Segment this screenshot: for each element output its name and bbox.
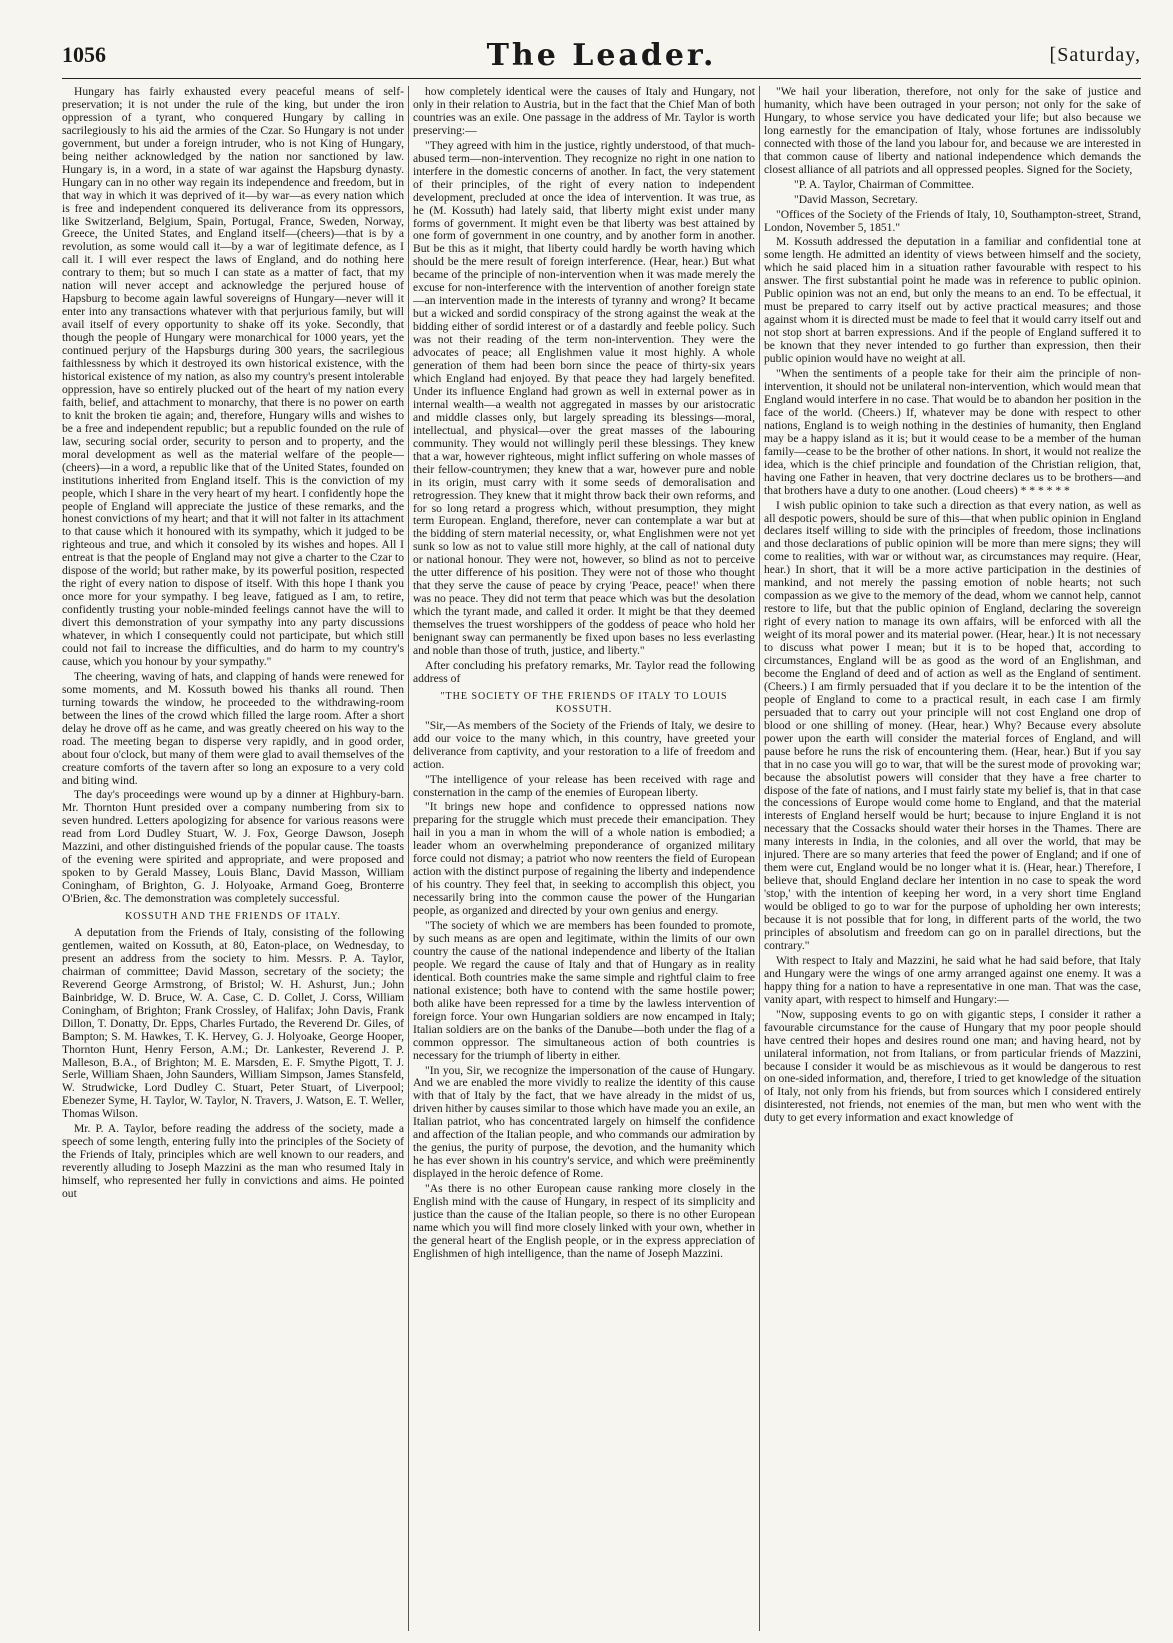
column-divider bbox=[408, 86, 409, 1631]
header-rule bbox=[62, 78, 1141, 79]
paragraph: M. Kossuth addressed the deputation in a familiar and confidential tone at some length. He admitted an identity of views between himself and the society, which he said placed him in a situation rather favourable with respect to his answer. The first substantial point he made was in reference to public opinion. Public opinion was not an end, but only the means to an end. To be effectual, it must be prepared to carry itself out by active practical measures; and those against whom it is directed must be made to feel that it would carry itself out and not stop short at barren expressions. And if the people of England suffered it to be known that they never intended to go further than expression, then their public opinion would have no weight at all. bbox=[764, 235, 1141, 366]
masthead-title: The Leader. bbox=[486, 38, 717, 73]
quoted-paragraph: "We hail your liberation, therefore, not only for the sake of justice and humanity, which have been outraged in your person; not only for the sake of Hungary, to whose service you have dedicated your life; but also because we long earnestly for the emancipation of Italy, whose fortunes are indissolubly connected with those of the land you labour for, and because we are interested in that common cause of liberty and national independence which demands the closest alliance of all patriots and all oppressed peoples. Signed for the Society, bbox=[764, 86, 1141, 176]
quoted-paragraph: "As there is no other European cause ranking more closely in the English mind with the cause of Hungary, in respect of its simplicity and justice than the cause of the Italian people, so there is no other European name which you will find more closely linked with your own, whether in the general heart of the English people, or in the express appreciation of Englishmen of high intelligence, than the name of Joseph Mazzini. bbox=[413, 1182, 755, 1260]
paragraph: The day's proceedings were wound up by a dinner at Highbury-barn. Mr. Thornton Hunt presided over a company numbering from six to seven hundred. Letters apologizing for absence for various reasons were read from Lord Dudley Stuart, W. J. Fox, George Dawson, Joseph Mazzini, and other distinguished friends of the popular cause. The toasts of the evening were spirited and appropriate, and were proposed and spoken to by Gerald Massey, Louis Blanc, David Masson, William Coningham, of Brighton, G. J. Holyoake, Armand Goeg, Bronterre O'Brien, &c. The demonstration was completely successful. bbox=[62, 788, 404, 906]
quoted-paragraph: "In you, Sir, we recognize the impersonation of the cause of Hungary. And we are enabled the more vividly to realize the identity of this cause with that of Italy by the fact, that we have already in the midst of us, driven hither by causes similar to those which have made you an exile, an Italian patriot, who has concentrated largely on himself the confidence and affection of the Italian people, and who commands our admiration by the genius, the purity of purpose, the devotion, and the humanity which he has ever shown in his country's service, and which were preëminently displayed in the heroic defence of Rome. bbox=[413, 1063, 755, 1181]
paragraph: "Offices of the Society of the Friends of Italy, 10, Southampton-street, Strand, London, November 5, 1851." bbox=[764, 207, 1141, 234]
quoted-paragraph: "Sir,—As members of the Society of the Friends of Italy, we desire to add our voice to the many which, in this country, have greeted your deliverance from captivity, and your restoration to a life of freedom and action. bbox=[413, 718, 755, 771]
signature-line: "David Masson, Secretary. bbox=[794, 192, 918, 206]
section-heading: KOSSUTH AND THE FRIENDS OF ITALY. bbox=[125, 911, 341, 923]
quoted-paragraph: "It brings new hope and confidence to oppressed nations now preparing for the struggle which must precede their emancipation. They hail in you a man in whom the will of a whole nation is embodied; a leader whom an overwhelming preponderance of organized military force could not dismay; a patriot who now reenters the field of European action with the distinct purpose of regaining the liberty and independence of his country. They feel that, in seeking to accomplish this object, you necessarily bring into the common cause the power of the Hungarian people, as organized and directed by your own genius and energy. bbox=[413, 800, 755, 918]
page-header bbox=[62, 38, 1141, 76]
quoted-paragraph: "The intelligence of your release has been received with rage and consternation in the camp of the enemies of European liberty. bbox=[413, 772, 755, 799]
quoted-paragraph: "The society of which we are members has been founded to promote, by such means as are open and legitimate, within the limits of our own country the cause of the national independence and liberty of the Italian people. We regard the cause of Italy and that of Hungary as in reality identical. Both countries make the same simple and rightful claim to free national existence; both have to contend with the same hostile power; both alike have been repressed for a time by the lawless intervention of foreign force. Your own Hungarian soldiers are now encamped in Italy; Italian soldiers are on the banks of the Danube—both under the flag of a common oppressor. The simultaneous action of both countries is necessary for the triumph of liberty in either. bbox=[413, 919, 755, 1062]
paragraph: I wish public opinion to take such a direction as that every nation, as well as all despotic powers, should be sure of this—that when public opinion in England declares itself willing to side with the principles of freedom, those inclinations and those declarations of public opinion will be more than mere signs; they will come to realities, with war or without war, as circumstances may require. (Hear, hear.) In short, that it will be a more active participation in the destinies of mankind, and not merely the passing emotion of noble hearts; not such compassion as we give to the memory of the dead, whom we cannot help, cannot restore to life, but that the public opinion of England, declaring the sovereign right of every nation to manage its own affairs, will be enforced with all the weight of its moral power and its material power. (Hear, hear.) It is not necessary to discuss what power I mean; but it is to be hoped that, according to circumstances, England will be as good as the word of an Englishman, and become the England of deed and of action as well as the England of sentiment. (Cheers.) I am firmly persuaded that if you declare it to be the intention of the people of England to come to a practical result, in each case I am firmly persuaded that to carry out your principle will not cost England one drop of blood or one shilling of money. (Hear, hear.) Why? Because every absolute power upon the earth will consider the material forces of England, and will pause before he runs the risk of encountering them. (Hear, hear.) But if you say that in no case you will go to war, that will be the surest mode of provoking war; because the absolutist powers will consider that they have a free charter to dispose of the fate of nations, and I must fairly state my belief is, that in that case the concessions of Europe would come home to England, and that the material interests of England herself would be hurt; because to injure England it is not necessary that the Cossacks should water their horses in the Thames. There are many interests in India, in the colonies, and all over the world, that may be injured. There are so many arteries that feed the power of England; and if one of them were cut, England would be no longer what it is. (Hear, hear.) Therefore, I believe that, should England declare her intention in no case to speak the word 'stop,' with the intention of keeping her word, in a very short time England would be obliged to go to war for the purpose of upholding her own interests; because it is not possible that for long, in different parts of the world, the two principles of absolutism and freedom can go on in parallel directions, but the contrary." bbox=[764, 498, 1141, 952]
signature-line: "P. A. Taylor, Chairman of Committee. bbox=[794, 177, 975, 191]
paragraph: A deputation from the Friends of Italy, consisting of the following gentlemen, waited on Kossuth, at 80, Eaton-place, on Wednesday, to present an address from the society to him. Messrs. P. A. Taylor, chairman of committee; David Masson, secretary of the society; the Reverend George Armstrong, of Bristol; W. H. Ashurst, Jun.; John Bainbridge, W. D. Bruce, W. A. Case, C. D. Collet, J. Corss, William Coningham, of Brighton; Frank Crossley, of Halifax; John Davis, Frank Dillon, T. Donatty, Dr. Epps, Charles Furtado, the Reverend Dr. Giles, of Bampton; S. M. Hawkes, T. K. Hervey, G. J. Holyoake, George Hooper, Thornton Hunt, Henry Ferson, A.M.; Dr. Lankester, Reverend J. P. Malleson, B.A., of Brighton; M. E. Marsden, E. F. Smythe Pigott, T. J. Serle, William Shaen, John Saunders, William Simpson, James Stansfeld, W. Strudwicke, Lord Dudley C. Stuart, Peter Stuart, of Liverpool; Ebenezer Syme, H. Taylor, W. Taylor, N. Travers, J. Watson, E. T. Weller, Thomas Wilson. bbox=[62, 926, 404, 1121]
paragraph: The cheering, waving of hats, and clapping of hands were renewed for some moments, and M. Kossuth bowed his thanks all round. Then turning towards the window, he proceeded to the withdrawing-room between the lines of the crowd which filled the large room. After a short delay he drove off as he came, and was greatly cheered on his way to the road. The meeting began to disperse very rapidly, and in good order, about four o'clock, but many of them were glad to avail themselves of the creature comforts of the tavern after so long an exposure to a very cold and biting wind. bbox=[62, 669, 404, 787]
issue-day: [Saturday, bbox=[1049, 44, 1141, 66]
paragraph: After concluding his prefatory remarks, Mr. Taylor read the following address of bbox=[413, 658, 755, 685]
column-2 bbox=[413, 86, 755, 1631]
column-3 bbox=[764, 86, 1141, 1631]
column-1 bbox=[62, 86, 404, 1631]
paragraph: how completely identical were the causes of Italy and Hungary, not only in their relation to Austria, but in the fact that the Chief Man of both countries was an exile. One passage in the address of Mr. Taylor is worth preserving:— bbox=[413, 86, 755, 137]
address-heading: "THE SOCIETY OF THE FRIENDS OF ITALY TO LOUIS KOSSUTH. bbox=[440, 690, 728, 715]
quoted-paragraph: "They agreed with him in the justice, rightly understood, of that much-abused term—non-intervention. They recognize no right in one nation to interfere in the domestic concerns of another. In fact, the very statement of their principles, of the right of every nation to independent development, precluded at once the idea of intervention. It was true, as he (M. Kossuth) had lately said, that liberty might exist under many forms of government. It might even be that liberty was best attained by one form of government in one country, and by another form in another. But be this as it might, that liberty could hardly be worth having which should be the mere result of foreign interference. (Hear, hear.) But what became of the principle of non-intervention when it was made merely the excuse for non-interference with the intervention of another foreign state—an intervention made in the interests of tyranny and wrong? It became but a wicked and sordid conspiracy of the strong against the weak at the bidding either of sordid interest or of a dastardly and feeble policy. Such was not their reading of the term non-intervention. They were the advocates of peace; all Englishmen value it most highly. A whole generation of them had been born since the peace of thirty-six years which England had enjoyed. By that peace they had largely benefited. Under its influence England had grown as well in external power as in internal wealth—a wealth not aggregated in masses by our aristocratic and middle classes only, but largely spreading its blessings—moral, intellectual, and physical—over the great masses of the labouring community. They would not willingly peril these blessings. They knew that a war, however righteous, might inflict suffering on whole masses of their fellow-countrymen; they knew that a war, however pure and noble in its origin, must carry with it some seeds of demoralisation and retrogression. They knew that it might throw back their own reforms, and for so long retard a progress which, without presumption, they might term European. England, therefore, never can contemplate a war but at the bidding of stern material necessity, or, what Englishmen were not yet sunk so low as not to value still more highly, at the call of national duty or national honour. They were not, however, so blind as not to perceive the utter difference of his position. They were not of those who thought that they serve the cause of peace by crying 'Peace, peace!' when there was no peace. They did not term that peace which was but the desolation which the tyrant made, and called it order. It might be that they deemed themselves the truest worshippers of the goddess of peace who hold her benignant sway can permanently be fixed upon bases no less everlasting and noble than those of truth, justice, and liberty." bbox=[413, 138, 755, 657]
quoted-paragraph: "Now, supposing events to go on with gigantic steps, I consider it rather a favourable circumstance for the cause of Hungary that my poor people should have centred their hopes and desires round one man; and having heard, not by unilateral information, not from Italians, or from particular friends of Mazzini, because I consider it would be as mischievous as it would be dangerous to rest on one-sided information, and, therefore, I tried to get knowledge of the situation of Italy, not only from his friends, but from sources which I considered entirely disinterested, not friends, not enemies of the man, but men who went with the duty to get every information and exact knowledge of bbox=[764, 1007, 1141, 1125]
quoted-paragraph: "When the sentiments of a people take for their aim the principle of non-intervention, it should not be unilateral non-intervention, which would mean that England would interfere in no case. That would be to abandon her position in the face of the world. (Cheers.) If, whatever may be done with respect to other nations, England is to weigh nothing in the destinies of humanity, then England may be a happy island as it is; but it would cease to be a member of the human family—cease to be the brother of other nations. In short, it would not realize the idea, which is the chief principle and foundation of the Christian religion, that, having one Father in heaven, that very doctrine declares us to be brothers—and that brothers have a duty to one another. (Loud cheers) * * * * * * bbox=[764, 367, 1141, 497]
column-divider bbox=[759, 86, 760, 1631]
paragraph: Mr. P. A. Taylor, before reading the address of the society, made a speech of some length, entering fully into the principles of the Society of the Friends of Italy, principles which are well known to our readers, and reverently alluding to Joseph Mazzini as the man who resumed Italy in himself, who represented her fully in convictions and aims. He pointed out bbox=[62, 1122, 404, 1201]
paragraph: With respect to Italy and Mazzini, he said what he had said before, that Italy and Hungary were the wings of one army arranged against one enemy. It was a happy thing for a nation to have a representative in one man. That was the case, vanity apart, with respect to himself and Hungary:— bbox=[764, 953, 1141, 1006]
page-number: 1056 bbox=[62, 42, 106, 67]
paragraph: Hungary has fairly exhausted every peaceful means of self-preservation; it is not under the rule of the king, but under the iron oppression of a tyrant, who conquered Hungary by calling in sacrilegiously to his aid the armies of the Czar. So Hungary is not under government, but under a foreign intruder, who is not King of Hungary, being neither acknowledged by the nation nor sanctioned by law. Hungary is, in a word, in a state of war against the Hapsburg dynasty. Hungary can in no other way regain its independence and freedom, but in that way in which it was deprived of it—by war—as every nation which is free and independent conquered its deliverance from its oppressors, like Switzerland, Belgium, Spain, Portugal, France, Sweden, Norway, Greece, the United States, and England itself—(cheers)—that is by a revolution, as some would call it—by a war of legitimate defence, as I call it. I will ever respect the laws of England, and do nothing here contrary to them; but so much I can state as a matter of fact, that my nation will never accept and acknowledge the perjured house of Hapsburg to become again lawful sovereigns of Hungary—never will it enter into any transactions whatever with that perjurious family, but will avail itself of every opportunity to shake off its yoke. Secondly, that though the people of Hungary were monarchical for 1000 years, yet the continued perjury of the Hapsburgs during 300 years, the sacrilegious faithlessness by which it destroyed its own historical existence, with the historical existence of my nation, as also my country's present intolerable oppression, have so entirely plucked out of the heart of my nation every faith, belief, and attachment to monarchy, that there is no power on earth to knit the broken tie again; and, therefore, Hungary wills and wishes to be a free and independent republic; but a republic founded on the rule of law, securing social order, security to person and to property, and the moral development as well as the material welfare of the people—(cheers)—in a word, a republic like that of the United States, founded on institutions inherited from England itself. This is the conviction of my people, which I share in the very heart of my heart. I confidently hope the people of England will appreciate the justice of these remarks, and the honest convictions of my heart; and that it will not falter in its attachment to that cause which it honoured with its sympathy, which it judged to be righteous and true, and which it consoled by its wishes and hopes. All I entreat is that the people of England may not give a charter to the Czar to dispose of the world; but rather make, by its powerful position, respected the right of every nation to dispose of itself. With this hope I thank you once more for your sympathy. I beg leave, fatigued as I am, to retire, confidently trusting your noble-minded feelings cannot have the will to divert this demonstration of your sympathy into any party discussions whatever, in which I consequently could not participate, but which still could not fail to increase the difficulties, and do harm to my country's cause, which you honour by your sympathy." bbox=[62, 86, 404, 668]
